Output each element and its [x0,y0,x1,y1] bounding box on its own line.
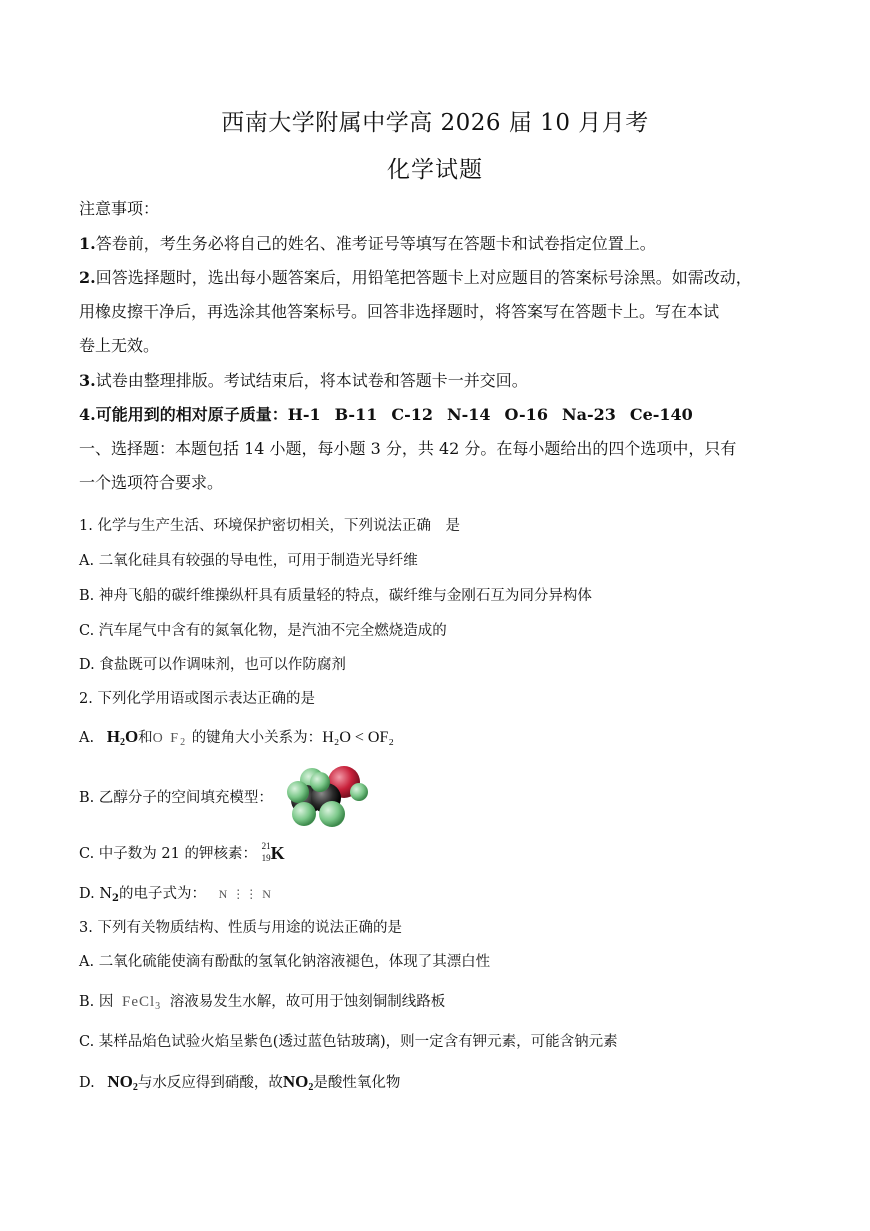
notice-item-2 [79,265,752,288]
notice-num: 1. [79,234,96,253]
question-1-option-a: A. 二氧化硅具有较强的导电性，可用于制造光导纤维 [79,553,418,569]
option-text: 与水反应得到硝酸，故 [137,1075,283,1091]
option-text: D. N [79,886,113,902]
question-1-option-b: B. 神舟飞船的碳纤维操纵杆具有质量轻的特点，碳纤维与金刚石互为同分异构体 [79,588,592,604]
exam-title: 西南大学附属中学高 2026 届 10 月月考 [221,110,649,136]
exam-subtitle: 化学试题 [387,157,483,183]
question-3-option-c: C. 某样品焰色试验火焰呈紫色(透过蓝色钴玻璃)，则一定含有钾元素，可能含钠元素 [79,1034,618,1050]
option-text: 和 [138,730,153,746]
no2-formula: $NO_2$ [107,1072,138,1093]
option-label: D. [79,1075,95,1091]
potassium-nuclide [262,843,290,865]
hydrogen-atom [310,772,330,792]
notice-num: 3. [79,371,96,390]
question-2-option-b: B. 乙醇分子的空间填充模型： [79,790,273,806]
section-heading-cont: 一个选项符合要求。 [79,473,224,492]
question-1-stem: 1. 化学与生产生活、环境保护密切相关，下列说法正确 是 [79,518,460,534]
hydrogen-atom [319,801,345,827]
notice-text: 试卷由整理排版。考试结束后，将本试卷和答题卡一并交回。 [95,371,528,390]
option-text: 的电子式为： [118,886,206,902]
notice-item-2-cont: 用橡皮擦干净后，再选涂其他答案标号。回答非选择题时，将答案写在答题卡上。写在本试 [79,302,720,321]
mass-item: O-16 [504,405,548,424]
atomic-masses [79,402,707,425]
mass-item: N-14 [446,405,491,424]
question-2-stem: 2. 下列化学用语或图示表达正确的是 [79,691,315,707]
question-2-option-a [79,726,394,748]
mass-item: B-11 [334,405,378,424]
mass-item: Ce-140 [629,405,693,424]
notice-text: 回答选择题时，选出每小题答案后，用铅笔把答题卡上对应题目的答案标号涂黑。如需改动， [95,268,752,287]
hydrogen-atom [292,802,316,826]
option-text: 溶液易发生水解，故可用于蚀刻铜制线路板 [169,994,446,1010]
n2-electron-formula: N ⋮⋮ N [218,887,272,901]
option-text: C. 中子数为 21 的钾核素： [79,846,257,862]
option-label: A. [79,730,95,746]
notice-heading: 注意事项： [79,199,160,218]
notice-item-1 [79,231,656,254]
mass-item: C-12 [391,405,433,424]
section-heading: 一、选择题：本题包括 14 小题，每小题 3 分，共 42 分。在每小题给出的四个选项中，只有 [79,439,737,458]
hydrogen-atom [287,781,309,803]
option-text: 是酸性氧化物 [313,1075,401,1091]
h2o-formula: $H_2O$ [106,727,139,748]
fecl3-formula: FeCl$_3$ [121,994,162,1012]
atomic-number: 19 [261,853,271,863]
notice-text: 答卷前，考生务必将自己的姓名、准考证号等填写在答题卡和试卷指定位置上。 [95,234,656,253]
mass-item: H-1 [287,405,321,424]
question-3-option-b [79,990,445,1012]
no2-formula: $NO_2$ [282,1072,314,1093]
question-3-stem: 3. 下列有关物质结构、性质与用途的说法正确的是 [79,920,402,936]
question-1-option-c: C. 汽车尾气中含有的氮氧化物，是汽油不完全燃烧造成的 [79,623,447,639]
question-2-option-d: D. $N_2$的电子式为： N ⋮⋮ N [79,886,272,904]
masses-prefix: 4.可能用到的相对原子质量： [79,405,288,424]
mass-item: Na-23 [561,405,616,424]
question-1-option-d: D. 食盐既可以作调味剂，也可以作防腐剂 [79,657,346,673]
notice-item-3 [79,368,528,391]
of2-formula: O $F_2$ [152,731,188,748]
option-text: 的键角大小关系为： [191,730,323,746]
mass-number: 21 [261,841,271,851]
bond-angle-relation: H₂O < OF₂ [322,729,394,746]
option-text: B. 因 [79,994,114,1010]
hydrogen-atom [350,783,368,801]
ethanol-space-filling-model [282,760,372,830]
notice-item-2-cont2: 卷上无效。 [79,336,160,355]
question-3-option-a: A. 二氧化硫能使滴有酚酞的氢氧化钠溶液褪色，体现了其漂白性 [79,954,491,970]
question-3-option-d [79,1071,400,1093]
question-2-option-c [79,842,290,865]
element-symbol: K [270,843,285,863]
notice-num: 2. [79,268,96,287]
